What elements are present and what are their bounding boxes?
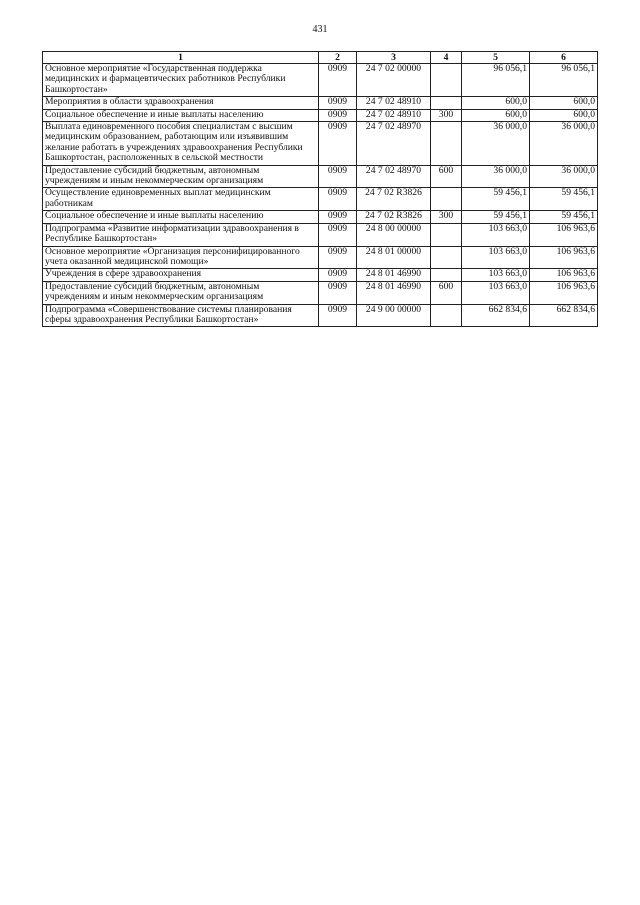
amount-col5: 103 663,0 (462, 281, 530, 304)
amount-col6: 59 456,1 (530, 188, 598, 211)
expense-type: 300 (431, 109, 462, 121)
table-row (43, 188, 598, 211)
table-row (43, 109, 598, 121)
table-row (43, 223, 598, 246)
row-name: Социальное обеспечение и иные выплаты населению (43, 211, 319, 223)
table-row (43, 246, 598, 269)
amount-col6: 662 834,6 (530, 304, 598, 327)
target-code: 24 7 02 R3826 (357, 188, 431, 211)
expense-type (431, 223, 462, 246)
amount-col5: 59 456,1 (462, 188, 530, 211)
column-header: 1 (43, 52, 319, 64)
section-code: 0909 (319, 64, 357, 97)
row-name: Мероприятия в области здравоохранения (43, 97, 319, 109)
table-row (43, 97, 598, 109)
table-row (43, 122, 598, 166)
section-code: 0909 (319, 281, 357, 304)
section-code: 0909 (319, 188, 357, 211)
section-code: 0909 (319, 211, 357, 223)
table-header-row (43, 52, 598, 64)
table-row (43, 165, 598, 188)
amount-col5: 103 663,0 (462, 246, 530, 269)
row-name: Основное мероприятие «Организация персонифицированного учета оказанной медицинской помощи» (43, 246, 319, 269)
expense-type (431, 97, 462, 109)
row-name: Подпрограмма «Совершенствование системы планирования сферы здравоохранения Республики Башкортостан» (43, 304, 319, 327)
amount-col5: 36 000,0 (462, 122, 530, 166)
section-code: 0909 (319, 165, 357, 188)
section-code: 0909 (319, 97, 357, 109)
amount-col5: 96 056,1 (462, 64, 530, 97)
column-header: 3 (357, 52, 431, 64)
amount-col5: 600,0 (462, 109, 530, 121)
section-code: 0909 (319, 246, 357, 269)
amount-col6: 96 056,1 (530, 64, 598, 97)
table-row (43, 281, 598, 304)
row-name: Выплата единовременного пособия специалистам с высшим медицинским образованием, работающим или изъявившим желание работать в учреждениях здравоохранения Республики Башкортостан, расположенных в сельской местности (43, 122, 319, 166)
expense-type (431, 304, 462, 327)
amount-col5: 59 456,1 (462, 211, 530, 223)
target-code: 24 8 01 46990 (357, 269, 431, 281)
row-name: Подпрограмма «Развитие информатизации здравоохранения в Республике Башкортостан» (43, 223, 319, 246)
amount-col6: 106 963,6 (530, 246, 598, 269)
amount-col6: 106 963,6 (530, 223, 598, 246)
page-number: 431 (312, 24, 328, 35)
row-name: Основное мероприятие «Государственная поддержка медицинских и фармацевтических работников Республики Башкортостан» (43, 64, 319, 97)
target-code: 24 7 02 48910 (357, 109, 431, 121)
expense-type (431, 122, 462, 166)
row-name: Предоставление субсидий бюджетным, автономным учреждениям и иным некоммерческим организациям (43, 281, 319, 304)
target-code: 24 7 02 48910 (357, 97, 431, 109)
target-code: 24 8 01 46990 (357, 281, 431, 304)
row-name: Социальное обеспечение и иные выплаты населению (43, 109, 319, 121)
column-header: 4 (431, 52, 462, 64)
column-header: 6 (530, 52, 598, 64)
column-header: 5 (462, 52, 530, 64)
row-name: Учреждения в сфере здравоохранения (43, 269, 319, 281)
target-code: 24 7 02 00000 (357, 64, 431, 97)
table-row (43, 64, 598, 97)
column-header: 2 (319, 52, 357, 64)
amount-col5: 662 834,6 (462, 304, 530, 327)
amount-col5: 600,0 (462, 97, 530, 109)
target-code: 24 7 02 48970 (357, 122, 431, 166)
table-row (43, 304, 598, 327)
section-code: 0909 (319, 109, 357, 121)
amount-col6: 59 456,1 (530, 211, 598, 223)
target-code: 24 8 00 00000 (357, 223, 431, 246)
section-code: 0909 (319, 122, 357, 166)
expense-type: 300 (431, 211, 462, 223)
target-code: 24 7 02 R3826 (357, 211, 431, 223)
section-code: 0909 (319, 269, 357, 281)
target-code: 24 7 02 48970 (357, 165, 431, 188)
expense-type: 600 (431, 281, 462, 304)
section-code: 0909 (319, 223, 357, 246)
amount-col6: 36 000,0 (530, 165, 598, 188)
amount-col5: 103 663,0 (462, 223, 530, 246)
budget-table (42, 51, 598, 327)
expense-type: 600 (431, 165, 462, 188)
expense-type (431, 64, 462, 97)
amount-col6: 106 963,6 (530, 269, 598, 281)
expense-type (431, 246, 462, 269)
target-code: 24 9 00 00000 (357, 304, 431, 327)
amount-col6: 600,0 (530, 109, 598, 121)
row-name: Осуществление единовременных выплат медицинским работникам (43, 188, 319, 211)
row-name: Предоставление субсидий бюджетным, автономным учреждениям и иным некоммерческим организациям (43, 165, 319, 188)
section-code: 0909 (319, 304, 357, 327)
amount-col6: 106 963,6 (530, 281, 598, 304)
expense-type (431, 188, 462, 211)
amount-col6: 600,0 (530, 97, 598, 109)
expense-type (431, 269, 462, 281)
target-code: 24 8 01 00000 (357, 246, 431, 269)
table-row (43, 211, 598, 223)
amount-col6: 36 000,0 (530, 122, 598, 166)
amount-col5: 36 000,0 (462, 165, 530, 188)
table-row (43, 269, 598, 281)
amount-col5: 103 663,0 (462, 269, 530, 281)
